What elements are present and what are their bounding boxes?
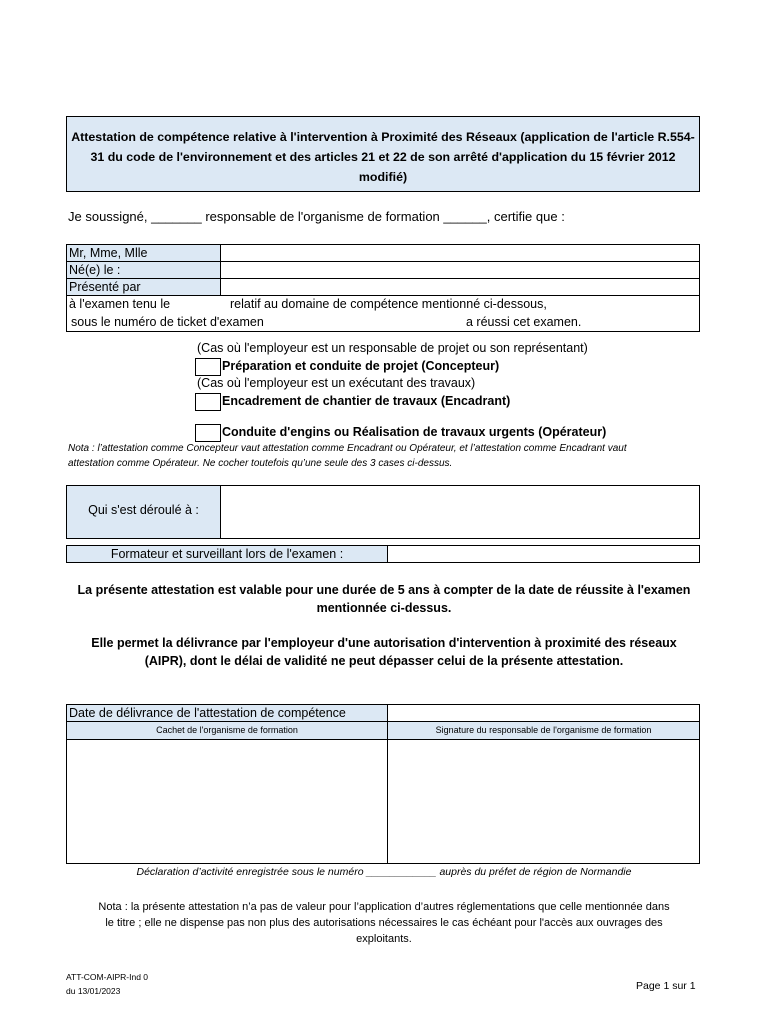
stamp-header	[66, 721, 388, 740]
aipr-line-2: (AIPR), dont le délai de validité ne peut dépasser celui de la présente attestation.	[144, 654, 624, 668]
exam-info-block	[66, 295, 700, 332]
trainer-field[interactable]	[387, 545, 700, 563]
name-label: Mr, Mme, Mlle	[66, 244, 221, 262]
birth-date-field[interactable]	[220, 261, 700, 279]
trainer-label: Formateur et surveillant lors de l'examen :	[110, 547, 344, 561]
validity-line-1: La présente attestation est valable pour une durée de 5 ans à compter de la date de réussite à l'examen	[77, 583, 691, 597]
exam-label: à l'examen tenu le	[69, 297, 171, 311]
footer-ref: ATT-COM-AIPR-Ind 0	[66, 972, 149, 982]
location-field[interactable]	[220, 485, 700, 539]
success-text: a réussi cet examen.	[466, 315, 582, 329]
checkbox-nota-line-1: Nota : l’attestation comme Concepteur vaut attestation comme Encadrant ou Opérateur, et l’attestation comme Encadrant vaut	[68, 443, 627, 454]
signature-header	[387, 721, 700, 740]
intro-text: Je soussigné, _______ responsable de l'organisme de formation ______, certifie que :	[68, 209, 565, 224]
validity-line-2: mentionnée ci-dessus.	[316, 601, 452, 615]
concepteur-checkbox[interactable]	[195, 358, 221, 376]
exam-relative-text: relatif au domaine de compétence mentionné ci-dessous,	[230, 297, 547, 311]
presented-by-field[interactable]	[220, 278, 700, 296]
birth-label: Né(e) le :	[66, 261, 221, 279]
final-nota-line-3: exploitants.	[356, 933, 412, 945]
title-line-2: 31 du code de l'environnement et des articles 21 et 22 de son arrêté d'application du 15 février 2012	[90, 150, 676, 164]
final-nota-line-1: Nota : la présente attestation n’a pas de valeur pour l’application d’autres réglementations que celle mentionnée dans	[98, 901, 670, 913]
page-number: Page 1 sur 1	[636, 980, 696, 992]
delivery-date-field[interactable]	[387, 704, 700, 722]
encadrant-checkbox[interactable]	[195, 393, 221, 411]
delivery-date-label-cell	[66, 704, 388, 722]
footer-reference	[66, 970, 148, 998]
name-field[interactable]	[220, 244, 700, 262]
signature-label: Signature du responsable de l'organisme de formation	[435, 725, 652, 735]
concepteur-label: Préparation et conduite de projet (Concepteur)	[222, 359, 500, 373]
location-label-cell	[66, 485, 221, 539]
checkbox-nota-line-2: attestation comme Opérateur. Ne cocher toutefois qu’une seule des 3 cases ci-dessus.	[68, 458, 453, 469]
presented-label: Présenté par	[66, 278, 221, 296]
title-line-1: Attestation de compétence relative à l'intervention à Proximité des Réseaux (application de l'article R.554-	[71, 130, 695, 144]
final-nota-line-2: le titre ; elle ne dispense pas non plus des autorisations nécessaires le cas échéant pour l'accès aux ouvrages des	[105, 917, 663, 929]
trainer-label-cell	[66, 545, 388, 563]
encadrant-label: Encadrement de chantier de travaux (Encadrant)	[222, 394, 511, 408]
declaration-text: Déclaration d’activité enregistrée sous le numéro ____________ auprès du préfet de région de Normandie	[136, 866, 632, 878]
operateur-checkbox[interactable]	[195, 424, 221, 442]
aipr-line-1: Elle permet la délivrance par l'employeur d'une autorisation d'intervention à proximité des réseaux	[91, 636, 677, 650]
stamp-label: Cachet de l'organisme de formation	[156, 725, 298, 735]
location-label: Qui s'est déroulé à :	[88, 503, 199, 517]
footer-date: du 13/01/2023	[66, 986, 121, 996]
stamp-area[interactable]	[66, 739, 388, 864]
document-title	[66, 116, 700, 192]
case-project-text: (Cas où l'employeur est un responsable de projet ou son représentant)	[197, 341, 588, 355]
aipr-text	[60, 634, 708, 670]
checkbox-nota	[68, 441, 627, 471]
ticket-label: sous le numéro de ticket d'examen	[71, 315, 264, 329]
final-nota	[60, 899, 708, 947]
signature-area[interactable]	[387, 739, 700, 864]
validity-text	[60, 581, 708, 617]
title-line-3: modifié)	[358, 170, 408, 184]
delivery-date-label: Date de délivrance de l'attestation de compétence	[69, 706, 346, 720]
operateur-label: Conduite d'engins ou Réalisation de travaux urgents (Opérateur)	[222, 425, 607, 439]
case-works-text: (Cas où l'employeur est un exécutant des travaux)	[197, 376, 476, 390]
